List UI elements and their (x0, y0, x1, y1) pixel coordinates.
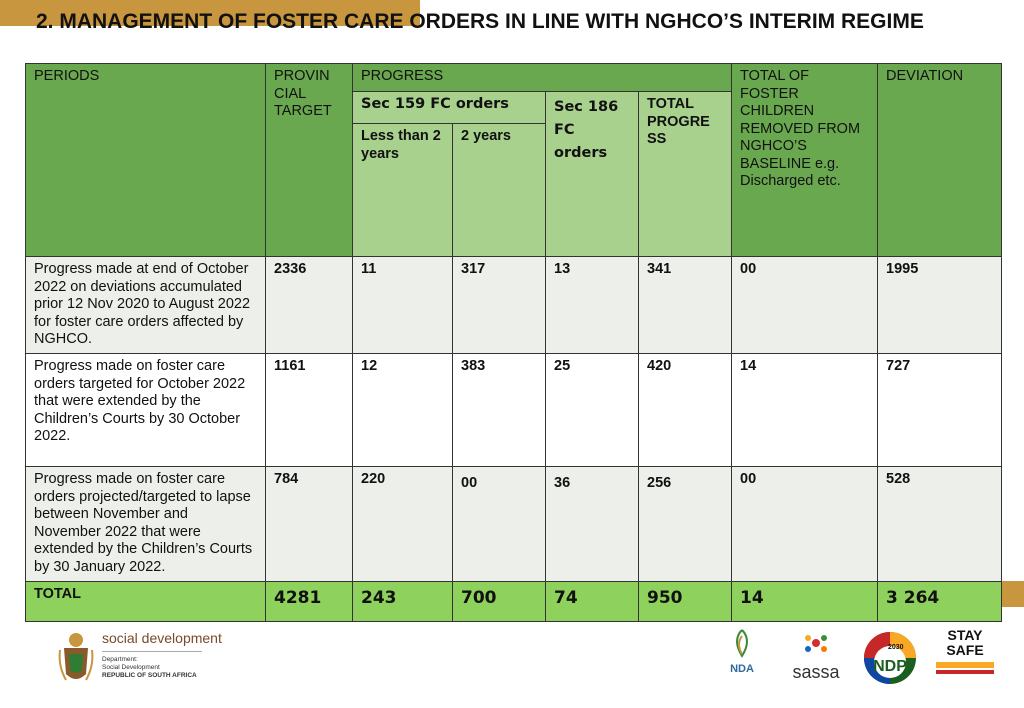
sassa-label: sassa (792, 662, 840, 682)
stay-safe-logo (934, 628, 996, 674)
row-target: 784 (266, 467, 353, 582)
row-removed: 00 (732, 467, 878, 582)
row-removed: 14 (732, 354, 878, 467)
row-lt2: 11 (353, 257, 453, 354)
social-development-brand (102, 630, 222, 680)
sd-dept-3: REPUBLIC OF SOUTH AFRICA (102, 672, 197, 679)
row-lt2: 220 (353, 467, 453, 582)
page-title: 2. MANAGEMENT OF FOSTER CARE ORDERS IN LINE WITH NGHCO’S INTERIM REGIME (36, 10, 924, 33)
foster-care-table (25, 63, 1002, 622)
header-sec186: Sec 186 FC orders (546, 92, 639, 257)
header-periods: PERIODS (26, 64, 266, 257)
row-sec186: 25 (546, 354, 639, 467)
table-row (26, 257, 1002, 354)
ndp-year: 2030 (888, 644, 904, 651)
nda-logo (722, 628, 762, 675)
total-row (26, 582, 1002, 622)
nda-emblem-icon (722, 628, 762, 658)
total-sec186: 74 (546, 582, 639, 622)
row-period: Progress made at end of October 2022 on deviations accumulated prior 12 Nov 2020 to August 2022 for foster care orders affected by NGHCO. (26, 257, 266, 354)
header-sec159: Sec 159 FC orders (353, 92, 546, 124)
total-2y: 700 (453, 582, 546, 622)
row-lt2: 12 (353, 354, 453, 467)
header-deviation: DEVIATION (878, 64, 1002, 257)
total-lt2: 243 (353, 582, 453, 622)
ndp-label: NDP (873, 658, 907, 675)
row-2y: 00 (453, 467, 546, 582)
row-2y: 383 (453, 354, 546, 467)
total-total: 950 (639, 582, 732, 622)
table-row (26, 467, 1002, 582)
ndp-logo (862, 630, 918, 691)
total-removed: 14 (732, 582, 878, 622)
row-target: 1161 (266, 354, 353, 467)
row-deviation: 1995 (878, 257, 1002, 354)
stay-safe-label: STAY SAFE (946, 627, 984, 658)
header-progress: PROGRESS (353, 64, 732, 92)
row-total: 341 (639, 257, 732, 354)
row-period: Progress made on foster care orders projected/targeted to lapse between November and November 2022 that were extended by the Children’s Courts by 30 January 2022. (26, 467, 266, 582)
coat-of-arms-logo (56, 630, 96, 686)
nda-label: NDA (730, 663, 754, 675)
row-target: 2336 (266, 257, 353, 354)
header-total-progress: TOTAL PROGRE SS (639, 92, 732, 257)
sd-dept-1: Department: (102, 656, 138, 663)
sassa-emblem-icon (786, 628, 846, 658)
total-deviation: 3 264 (878, 582, 1002, 622)
header-2-years: 2 years (453, 124, 546, 257)
row-deviation: 528 (878, 467, 1002, 582)
table-row (26, 354, 1002, 467)
total-target: 4281 (266, 582, 353, 622)
sd-name: social development (102, 630, 222, 646)
header-removed: TOTAL OF FOSTER CHILDREN REMOVED FROM NGHCO’S BASELINE e.g. Discharged etc. (732, 64, 878, 257)
right-accent-bar (1002, 581, 1024, 607)
header-provincial-target: PROVIN CIAL TARGET (266, 64, 353, 257)
sassa-logo (786, 628, 846, 681)
total-label: TOTAL (26, 582, 266, 622)
row-period: Progress made on foster care orders targeted for October 2022 that were extended by the Children’s Courts by 30 October 2022. (26, 354, 266, 467)
row-sec186: 36 (546, 467, 639, 582)
row-deviation: 727 (878, 354, 1002, 467)
row-removed: 00 (732, 257, 878, 354)
sd-dept-2: Social Development (102, 664, 160, 671)
row-2y: 317 (453, 257, 546, 354)
row-total: 420 (639, 354, 732, 467)
row-sec186: 13 (546, 257, 639, 354)
header-less-than-2-years: Less than 2 years (353, 124, 453, 257)
row-total: 256 (639, 467, 732, 582)
